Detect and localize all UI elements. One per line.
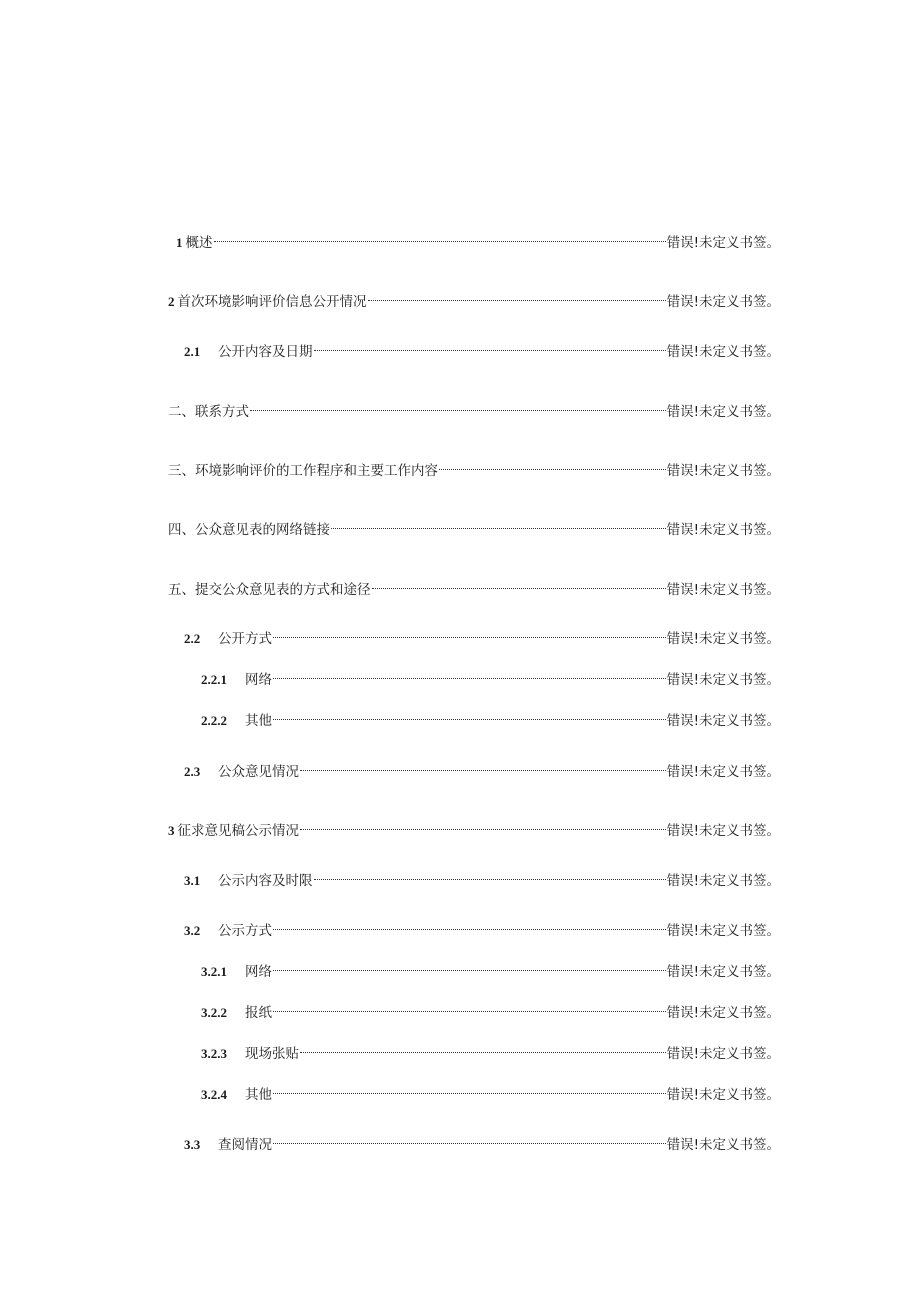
toc-page-ref: 错误!未定义书签。 (666, 404, 780, 420)
toc-page-ref: 错误!未定义书签。 (666, 873, 780, 889)
toc-title: 网络 (245, 672, 272, 688)
toc-entry-2-1[interactable] (184, 336, 780, 360)
toc-title: 概述 (185, 235, 213, 251)
toc-entry-2-3[interactable] (184, 756, 780, 780)
toc-number: 2.2.1 (201, 672, 227, 687)
toc-page-ref: 错误!未定义书签。 (666, 582, 780, 598)
toc-number: 2.2.2 (201, 713, 227, 728)
toc-title: 五、提交公众意见表的方式和途径 (168, 582, 371, 598)
toc-number: 2 (168, 294, 175, 309)
dot-leader (439, 455, 666, 475)
toc-page-ref: 错误!未定义书签。 (666, 823, 780, 839)
toc-page-ref: 错误!未定义书签。 (666, 344, 780, 360)
toc-number: 3.2.3 (201, 1046, 227, 1061)
toc-entry-3-2[interactable] (184, 915, 780, 939)
toc-title: 公开内容及日期 (218, 344, 313, 360)
toc-number: 3 (168, 823, 175, 838)
toc-number: 2.2 (184, 631, 201, 646)
dot-leader (372, 574, 666, 594)
dot-leader (273, 623, 666, 643)
toc-number: 3.1 (184, 873, 201, 888)
toc-entry-1[interactable] (176, 227, 780, 251)
toc-page-ref: 错误!未定义书签。 (666, 1046, 780, 1062)
toc-entry-3-2-4[interactable] (201, 1079, 780, 1103)
dot-leader (273, 997, 666, 1017)
toc-page-ref: 错误!未定义书签。 (666, 923, 780, 939)
toc-page-ref: 错误!未定义书签。 (666, 1087, 780, 1103)
toc-title: 征求意见稿公示情况 (177, 823, 299, 839)
toc-entry-submission[interactable] (168, 574, 780, 598)
toc-title: 首次环境影响评价信息公开情况 (177, 294, 367, 310)
toc-number: 3.2.4 (201, 1087, 227, 1102)
toc-number: 3.2.2 (201, 1005, 227, 1020)
dot-leader (314, 865, 666, 885)
toc-page-ref: 错误!未定义书签。 (666, 1005, 780, 1021)
toc-number: 3.2 (184, 923, 201, 938)
toc-page-ref: 错误!未定义书签。 (666, 1137, 780, 1153)
dot-leader (273, 664, 666, 684)
toc-entry-2[interactable] (168, 286, 780, 310)
toc-number: 3.2.1 (201, 964, 227, 979)
dot-leader (214, 227, 666, 247)
toc-entry-3-1[interactable] (184, 865, 780, 889)
dot-leader (300, 815, 666, 835)
toc-page-ref: 错误!未定义书签。 (666, 522, 780, 538)
toc-title: 其他 (245, 1087, 272, 1103)
dot-leader (273, 1079, 666, 1099)
toc-page-ref: 错误!未定义书签。 (666, 964, 780, 980)
toc-title: 公示内容及时限 (218, 873, 313, 889)
toc-title: 三、环境影响评价的工作程序和主要工作内容 (168, 463, 438, 479)
toc-title: 查阅情况 (218, 1137, 272, 1153)
dot-leader (273, 705, 666, 725)
toc-entry-2-2[interactable] (184, 623, 780, 647)
toc-page-ref: 错误!未定义书签。 (666, 235, 780, 251)
dot-leader (273, 1129, 666, 1149)
toc-entry-3-2-2[interactable] (201, 997, 780, 1021)
dot-leader (368, 286, 666, 306)
toc-page-ref: 错误!未定义书签。 (666, 672, 780, 688)
dot-leader (273, 915, 666, 935)
toc-title: 网络 (245, 964, 272, 980)
toc-page-ref: 错误!未定义书签。 (666, 713, 780, 729)
dot-leader (300, 756, 666, 776)
toc-title: 公开方式 (218, 631, 272, 647)
toc-title: 其他 (245, 713, 272, 729)
toc-entry-2-2-1[interactable] (201, 664, 780, 688)
toc-title: 四、公众意见表的网络链接 (168, 522, 330, 538)
toc-entry-3-3[interactable] (184, 1129, 780, 1153)
toc-number: 2.1 (184, 344, 201, 359)
toc-title: 二、联系方式 (168, 404, 249, 420)
toc-title: 公众意见情况 (218, 764, 299, 780)
toc-entry-procedure[interactable] (168, 455, 780, 479)
toc-page-ref: 错误!未定义书签。 (666, 463, 780, 479)
toc-number: 3.3 (184, 1137, 201, 1152)
toc-entry-2-2-2[interactable] (201, 705, 780, 729)
toc-entry-contact[interactable] (168, 396, 780, 420)
dot-leader (300, 1038, 666, 1058)
toc-title: 现场张贴 (245, 1046, 299, 1062)
toc-title: 公示方式 (218, 923, 272, 939)
dot-leader (273, 956, 666, 976)
toc-title: 报纸 (245, 1005, 272, 1021)
toc-entry-form-link[interactable] (168, 514, 780, 538)
toc-entry-3[interactable] (168, 815, 780, 839)
dot-leader (331, 514, 666, 534)
toc-page-ref: 错误!未定义书签。 (666, 764, 780, 780)
toc-page-ref: 错误!未定义书签。 (666, 631, 780, 647)
dot-leader (314, 336, 666, 356)
toc-entry-3-2-3[interactable] (201, 1038, 780, 1062)
toc-number: 1 (176, 235, 183, 250)
toc-page-ref: 错误!未定义书签。 (666, 294, 780, 310)
toc-number: 2.3 (184, 764, 201, 779)
dot-leader (250, 396, 666, 416)
toc-entry-3-2-1[interactable] (201, 956, 780, 980)
